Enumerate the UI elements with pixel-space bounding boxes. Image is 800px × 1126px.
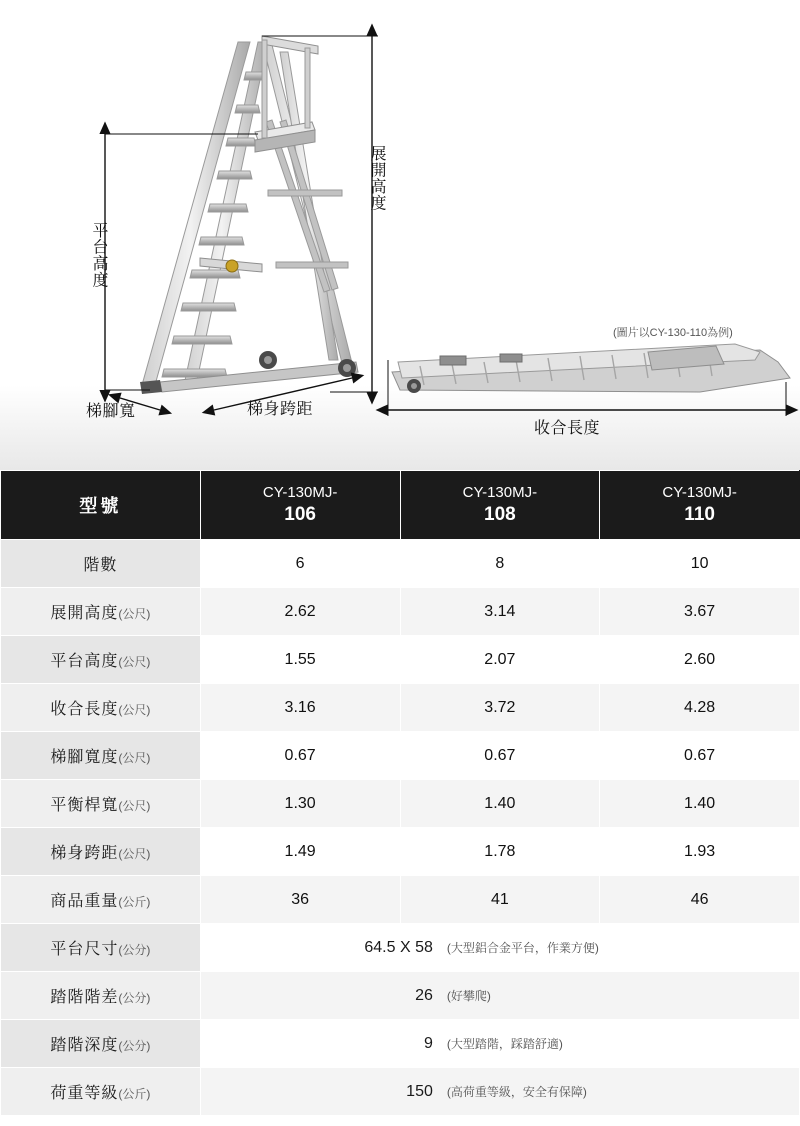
cell-value: 4.28: [600, 684, 800, 732]
cell-value: 1.49: [200, 828, 400, 876]
table-row: [1, 588, 800, 636]
cell-value: 2.60: [600, 636, 800, 684]
row-label-text: 商品重量: [50, 893, 119, 910]
row-unit: (公尺): [118, 799, 151, 813]
row-label-text: 梯身跨距: [50, 845, 119, 862]
table-row: [1, 684, 800, 732]
model-number: 106: [284, 503, 316, 525]
row-label-text: 平台高度: [50, 653, 119, 670]
row-label: [1, 588, 201, 636]
row-unit: (公尺): [118, 847, 151, 861]
cell-value: 46: [600, 876, 800, 924]
cell-value: 0.67: [600, 732, 800, 780]
model-number: 110: [684, 503, 715, 525]
model-prefix: CY-130MJ-: [662, 483, 737, 501]
cell-value: 6: [200, 540, 400, 588]
row-label: [1, 780, 201, 828]
row-label: [1, 828, 201, 876]
cell-value: 1.40: [600, 780, 800, 828]
row-label-text: 展開高度: [50, 605, 119, 622]
cell-value-merged: [200, 1068, 799, 1116]
merged-note: (高荷重等級，安全有保障): [446, 1084, 587, 1099]
label-folded-length: 收合長度: [534, 420, 601, 437]
row-label: [1, 972, 201, 1020]
header-model: 型號: [1, 471, 201, 540]
cell-value: 1.78: [400, 828, 600, 876]
label-open-height: 展開高度: [368, 145, 385, 211]
row-label-text: 踏階深度: [50, 1037, 119, 1054]
row-label-text: 荷重等級: [50, 1085, 119, 1102]
row-label-text: 梯腳寬度: [50, 749, 119, 766]
header-model-106: [200, 471, 400, 540]
table-row: [1, 780, 800, 828]
merged-value: 64.5 X 58: [364, 938, 433, 956]
row-unit: (公尺): [118, 703, 151, 717]
cell-value: 1.30: [200, 780, 400, 828]
cell-value: 2.62: [200, 588, 400, 636]
row-label-text: 平衡桿寬: [50, 797, 119, 814]
row-label: [1, 540, 201, 588]
row-unit: (公斤): [118, 895, 151, 909]
label-platform-height: 平台高度: [90, 222, 107, 288]
merged-value: 150: [406, 1082, 433, 1100]
cell-value: 8: [400, 540, 600, 588]
model-number: 108: [484, 503, 516, 525]
row-unit: (公尺): [118, 655, 151, 669]
ladder-diagram: [0, 0, 800, 470]
merged-note: (大型踏階，踩踏舒適): [446, 1036, 563, 1051]
table-row-merged: [1, 1068, 800, 1116]
table-header-row: [1, 471, 800, 540]
table-row-merged: [1, 1020, 800, 1068]
row-label: [1, 732, 201, 780]
cell-value: 41: [400, 876, 600, 924]
cell-value: 1.55: [200, 636, 400, 684]
cell-value: 0.67: [200, 732, 400, 780]
table-row: [1, 732, 800, 780]
header-model-108: [400, 471, 600, 540]
label-foot-width: 梯腳寬: [86, 403, 136, 420]
product-illustration: [0, 0, 800, 470]
cell-value: 3.67: [600, 588, 800, 636]
cell-value-merged: [200, 924, 799, 972]
label-photo-note: (圖片以CY-130-110為例): [613, 327, 733, 339]
cell-value: 3.16: [200, 684, 400, 732]
row-label-text: 階數: [83, 557, 118, 574]
label-span: 梯身跨距: [247, 401, 314, 418]
merged-value: 9: [423, 1034, 433, 1052]
cell-value-merged: [200, 972, 799, 1020]
spec-table: [0, 470, 800, 1116]
merged-note: (大型鋁合金平台，作業方便): [446, 940, 599, 955]
merged-note: (好攀爬): [446, 988, 491, 1003]
row-unit: (公分): [118, 943, 151, 957]
model-prefix: CY-130MJ-: [262, 483, 338, 501]
cell-value: 1.40: [400, 780, 600, 828]
row-label: [1, 924, 201, 972]
cell-value: 2.07: [400, 636, 600, 684]
row-unit: (公斤): [118, 1087, 151, 1101]
cell-value: 36: [200, 876, 400, 924]
cell-value: 3.72: [400, 684, 600, 732]
cell-value: 10: [600, 540, 800, 588]
row-unit: (公分): [118, 991, 151, 1005]
header-model-110: [600, 471, 800, 540]
merged-value: 26: [415, 986, 433, 1004]
cell-value: 3.14: [400, 588, 600, 636]
table-row: [1, 828, 800, 876]
cell-value-merged: [200, 1020, 799, 1068]
row-label: [1, 876, 201, 924]
table-row: [1, 540, 800, 588]
table-row-merged: [1, 924, 800, 972]
model-prefix: CY-130MJ-: [462, 483, 538, 501]
table-row: [1, 636, 800, 684]
row-label-text: 踏階階差: [50, 989, 119, 1006]
row-unit: (公尺): [118, 607, 151, 621]
row-label-text: 收合長度: [50, 701, 119, 718]
row-label-text: 平台尺寸: [50, 941, 119, 958]
table-row-merged: [1, 972, 800, 1020]
row-label: [1, 1068, 201, 1116]
row-unit: (公尺): [118, 751, 151, 765]
cell-value: 1.93: [600, 828, 800, 876]
row-label: [1, 636, 201, 684]
cell-value: 0.67: [400, 732, 600, 780]
row-label: [1, 1020, 201, 1068]
table-row: [1, 876, 800, 924]
row-unit: (公分): [118, 1039, 151, 1053]
row-label: [1, 684, 201, 732]
